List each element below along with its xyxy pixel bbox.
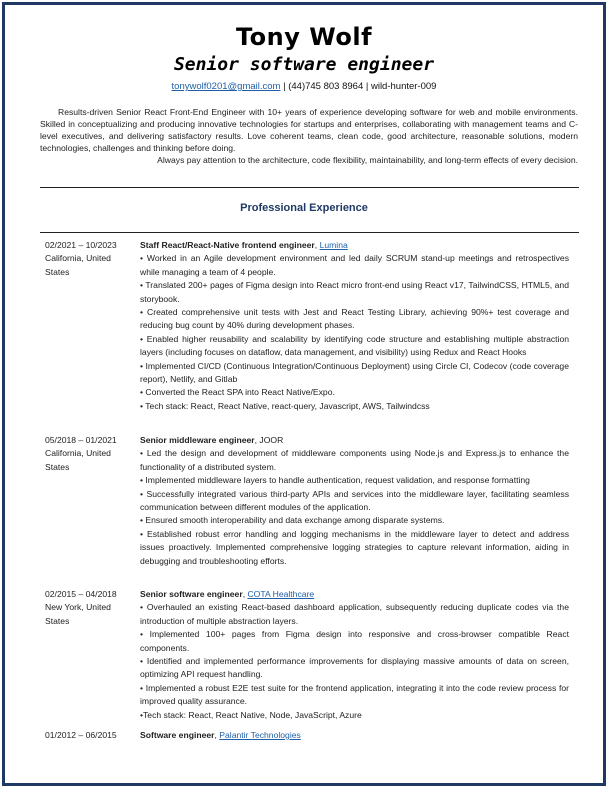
job-role: Staff React/React-Native frontend engineer (140, 240, 315, 250)
job-bullet: • Overhauled an existing React-based dashboard application, subsequently reducing duplicate codes via the introduction of multiple abstraction layers. (140, 602, 569, 626)
job-bullet: • Established robust error handling and logging mechanisms in the middleware layer to detect and address issues proactively. Implemented comprehensive logging strategies to capture relevant information, aiding in debugging and troubleshooting efforts. (140, 528, 569, 566)
email-link[interactable]: tonywolf0201@gmail.com (171, 81, 281, 92)
job-location: New York, United States (45, 602, 111, 626)
job-date-location (45, 239, 129, 279)
candidate-name: Tony Wolf (235, 23, 373, 51)
job-date: 01/2012 – 06/2015 (45, 730, 117, 740)
job-role: Senior middleware engineer (140, 435, 255, 445)
summary-section (40, 107, 578, 167)
company-link[interactable]: COTA Healthcare (247, 589, 315, 599)
divider (40, 232, 579, 233)
job-header (140, 434, 569, 447)
role-separator: , (214, 730, 220, 740)
job-date-location (45, 588, 129, 628)
job-bullet: •Tech stack: React, React Native, Node, JavaScript, Azure (140, 709, 362, 720)
job-bullet: • Implemented CI/CD (Continuous Integration/Continuous Deployment) using Circle CI, Codecov (code coverage report), Netlify, and Gitlab (140, 360, 569, 385)
job-bullet: • Ensured smooth interoperability and data exchange among disparate systems. (140, 515, 445, 526)
company-name: JOOR (259, 435, 284, 445)
contact-line (5, 81, 603, 92)
job-location: California, United States (45, 253, 111, 277)
job-bullet: • Led the design and development of middleware components using Node.js and Express.js to enhance the functionality of a distributed system. (140, 448, 569, 472)
job-bullet: • Implemented middleware layers to handle authentication, request validation, and response formatting (140, 475, 530, 486)
job-date: 05/2018 – 01/2021 (45, 435, 117, 445)
job-bullet: • Successfully integrated various third-party APIs and services into the middleware layer, facilitating seamless communication between different modules of the application. (140, 488, 569, 513)
job-date-location (45, 434, 129, 474)
section-heading: Professional Experience (240, 202, 368, 214)
job-header (140, 588, 569, 601)
job-bullet: • Converted the React SPA into React Native/Expo. (140, 387, 335, 398)
job-bullet: • Translated 200+ pages of Figma design into React micro front-end using React v17, TailwindCSS, HTML5, and storybook. (140, 280, 569, 304)
job-date-location (45, 729, 129, 742)
role-separator: , (242, 589, 248, 599)
resume-page (2, 2, 606, 786)
job-bullet: • Worked in an Agile development environment and led daily SCRUM stand-up meetings and retrospectives while managing a team of 4 people. (140, 253, 569, 277)
job-date: 02/2015 – 04/2018 (45, 589, 117, 599)
job-body (140, 239, 569, 413)
company-link[interactable]: Palantir Technologies (219, 730, 301, 740)
job-bullet: • Identified and implemented performance improvements for displaying massive amounts of data on screen, optimizing API request handling. (140, 656, 569, 680)
job-body (140, 434, 569, 568)
role-separator: , (314, 240, 320, 250)
role-separator: , (254, 435, 260, 445)
summary-paragraph: Always pay attention to the architecture, code flexibility, maintainability, and long-term effects of every decision. (157, 154, 578, 165)
job-bullet: • Implemented 100+ pages from Figma design into responsive and cross-browser compatible React components. (140, 629, 569, 653)
job-body (140, 729, 569, 742)
job-bullet: • Created comprehensive unit tests with Jest and React Testing Library, achieving 90%+ test coverage and reducing bug count by 40% during development phases. (140, 307, 569, 331)
job-role: Senior software engineer (140, 589, 243, 599)
job-header (140, 729, 569, 742)
job-bullet: • Tech stack: React, React Native, react-query, Javascript, AWS, Tailwindcss (140, 400, 430, 411)
job-bullet: • Enabled higher reusability and scalability by identifying code structure and establishing multiple abstraction layers (including focuses on dataflow, data management, and visibility) using Redux and React Hooks (140, 333, 569, 358)
summary-paragraph: Results-driven Senior React Front-End Engineer with 10+ years of experience developing software for web and mobile environments. Skilled in conceptualizing and producing innovative technologies for startups and enterprises, collaborating with management teams and C-level executives, and delivering satisfactory results. Love coherent teams, clean code, good architecture, reasonable solutions, modern technologies, challenges and thinking before doing. (40, 107, 578, 153)
job-bullet: • Implemented a robust E2E test suite for the frontend application, integrating it into the code review process for improved quality assurance. (140, 682, 569, 707)
candidate-title: Senior software engineer (173, 54, 435, 75)
job-header (140, 239, 569, 252)
divider (40, 187, 579, 188)
company-link[interactable]: Lumina (319, 240, 348, 250)
job-body (140, 588, 569, 722)
contact-details: | (44)745 803 8964 | wild-hunter-009 (280, 81, 437, 92)
job-date: 02/2021 – 10/2023 (45, 240, 117, 250)
job-role: Software engineer (140, 730, 215, 740)
job-location: California, United States (45, 448, 111, 472)
